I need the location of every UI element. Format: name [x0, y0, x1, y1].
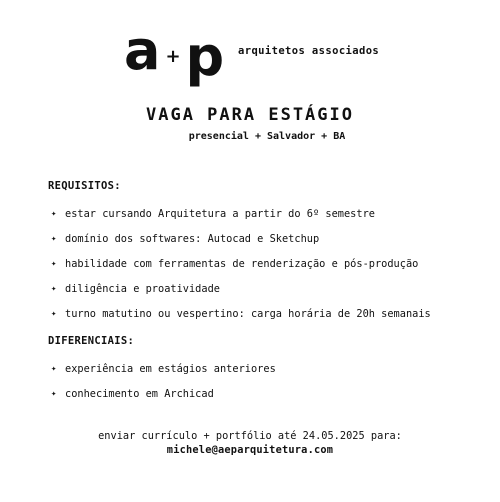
page-subtitle: presencial + Salvador + BA — [188, 131, 346, 142]
star-bullet-icon: ✦ — [51, 233, 57, 244]
page-title: VAGA PARA ESTÁGIO — [146, 105, 354, 125]
requisitos-list — [48, 201, 431, 326]
diferenciais-list — [48, 356, 276, 406]
list-item — [48, 276, 431, 301]
diferenciais-heading: DIFERENCIAIS: — [48, 335, 135, 347]
star-bullet-icon: ✦ — [51, 388, 57, 399]
list-item — [48, 251, 431, 276]
logo-letter-p: p — [185, 25, 224, 88]
star-bullet-icon: ✦ — [51, 363, 57, 374]
list-item — [48, 301, 431, 326]
list-item — [48, 356, 276, 381]
logo-letter-a: a — [124, 19, 160, 82]
application-instruction: enviar currículo + portfólio até 24.05.2025 para: — [98, 430, 402, 442]
list-item-text: turno matutino ou vespertino: carga horária de 20h semanais — [65, 307, 431, 320]
star-bullet-icon: ✦ — [51, 258, 57, 269]
contact-email[interactable]: michele@aeparquitetura.com — [166, 444, 334, 456]
list-item-text: diligência e proatividade — [65, 282, 220, 295]
list-item-text: experiência em estágios anteriores — [65, 362, 276, 375]
star-bullet-icon: ✦ — [51, 308, 57, 319]
list-item — [48, 381, 276, 406]
list-item-text: domínio dos softwares: Autocad e Sketchup — [65, 232, 320, 245]
list-item-text: estar cursando Arquitetura a partir do 6º semestre — [65, 207, 375, 220]
list-item-text: conhecimento em Archicad — [65, 387, 214, 400]
requisitos-heading: REQUISITOS: — [48, 180, 121, 192]
star-bullet-icon: ✦ — [51, 208, 57, 219]
logo-plus-sign: + — [165, 45, 181, 67]
list-item — [48, 226, 431, 251]
list-item — [48, 201, 431, 226]
company-logo — [124, 19, 224, 88]
logo-tagline: arquitetos associados — [238, 45, 380, 57]
star-bullet-icon: ✦ — [51, 283, 57, 294]
list-item-text: habilidade com ferramentas de renderização e pós-produção — [65, 257, 419, 270]
